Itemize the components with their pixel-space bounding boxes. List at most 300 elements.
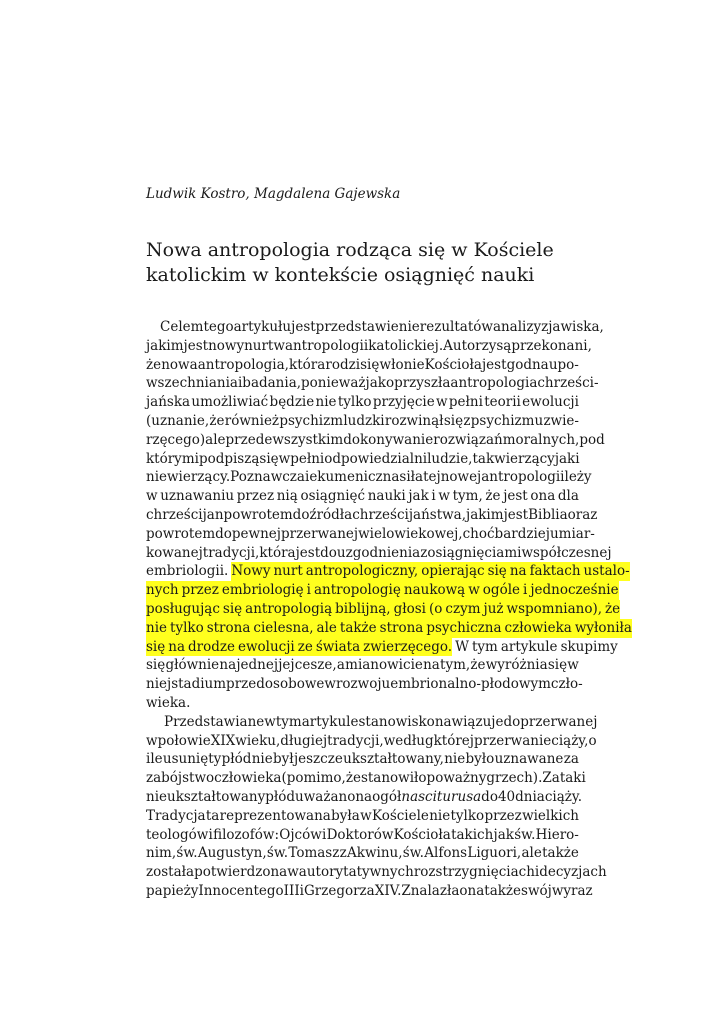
body-word: dla (557, 488, 579, 505)
body-word: św. (402, 845, 424, 862)
body-word: (pomimo, (281, 770, 346, 787)
body-word: i (208, 826, 213, 843)
body-word: głównie (165, 657, 220, 674)
body-word: Liguori, (467, 845, 522, 862)
body-word: jednej (236, 657, 279, 674)
body-word: tej (423, 469, 441, 486)
body-word: Znalazła (401, 882, 460, 899)
body-word: uważano (295, 788, 356, 805)
highlighted-word: tylko (170, 619, 207, 638)
body-word: zabójstwo (146, 770, 215, 787)
body-word: powrotem (223, 506, 293, 523)
body-word: taki (559, 770, 586, 787)
body-word: ludzki (343, 412, 385, 429)
highlighted-word: że (605, 600, 621, 617)
body-word: Celem (160, 319, 204, 335)
body-word: ile (146, 751, 163, 768)
body-word: przedstawienie (315, 319, 420, 335)
body-word: chrześcijaństwa, (352, 506, 467, 523)
body-word: badania, (242, 375, 302, 392)
body-line (146, 788, 583, 807)
body-word: ale (205, 431, 226, 448)
body-word: psychizm (279, 412, 344, 429)
article-body (146, 318, 632, 901)
body-word: Grzegorza (304, 882, 375, 899)
body-word: że (345, 770, 361, 787)
body-word: jakim (466, 506, 504, 523)
body-word: się (259, 450, 279, 467)
body-word: w (360, 807, 372, 824)
body-word: że (485, 488, 501, 505)
body-word: kowanej (146, 544, 203, 561)
body-word: się (146, 657, 166, 674)
highlighted-word: zwierzęcego. (363, 638, 453, 655)
body-word: ewolucji (522, 394, 579, 411)
body-word: jest (503, 506, 529, 523)
body-word: grzech). (486, 770, 543, 787)
body-line (146, 525, 595, 544)
body-word: chrześci- (537, 375, 599, 392)
body-word: i (299, 882, 304, 899)
highlighted-word: się (223, 600, 245, 619)
highlighted-word: w (468, 581, 483, 600)
body-word: jest (503, 488, 528, 505)
body-word: Tomasz (288, 845, 340, 862)
highlighted-word: i (307, 581, 314, 600)
body-word: rodzi (325, 356, 361, 373)
body-word: ludzie, (427, 450, 473, 467)
body-word: ciąży, (551, 732, 589, 749)
body-word: był (273, 751, 294, 768)
body-word: rozwiązań (433, 431, 503, 448)
highlighted-word: embriologię (222, 581, 307, 600)
body-word: w (287, 864, 299, 881)
highlighted-word: naukową (404, 581, 468, 600)
body-line (146, 863, 607, 882)
body-word: Hiero- (535, 826, 579, 843)
body-word: stanowisko (358, 713, 435, 730)
highlighted-word: świata (316, 638, 363, 657)
body-line (146, 337, 592, 356)
highlighted-word: strona (207, 619, 254, 638)
body-line (146, 844, 579, 863)
body-word: zwie- (543, 412, 579, 429)
body-word: jak (408, 488, 429, 505)
body-word: potwierdzona (194, 864, 288, 881)
body-word: przedosobowe (226, 676, 325, 693)
highlighted-word: antropologią (245, 600, 335, 619)
body-word: reprezentowana (219, 807, 331, 824)
body-word: artykule (500, 638, 558, 655)
body-word: za (563, 751, 579, 768)
body-word: łonie (391, 356, 425, 373)
body-word: była (331, 807, 360, 824)
body-word: przyjęcie (372, 394, 435, 411)
body-word: i (322, 826, 327, 843)
body-word: są (496, 337, 512, 354)
body-word: Kościoła (393, 826, 451, 843)
body-word: przede (225, 431, 273, 448)
body-word: cesze, (294, 657, 337, 674)
body-word: mianowicie (345, 657, 423, 674)
body-word: nauki (367, 488, 406, 505)
body-word: i (575, 450, 580, 467)
body-word: ale (521, 845, 542, 862)
body-word: jest (481, 356, 507, 373)
body-word: embriologii. (146, 563, 229, 580)
highlighted-word: biblijną, (335, 600, 393, 619)
body-word: w (146, 488, 158, 505)
highlighted-word: antropologię (314, 581, 404, 600)
body-word: stanowiło (360, 770, 427, 787)
body-word: embrionalno-płodowym (390, 676, 551, 693)
body-line (146, 393, 579, 412)
body-line (146, 713, 598, 732)
body-line (146, 374, 599, 393)
body-word: bardziej (494, 525, 550, 542)
body-line (146, 562, 630, 581)
body-word: antropologia, (197, 356, 289, 373)
body-word: Kościoła (424, 356, 482, 373)
body-word: rozstrzygnięciach (413, 864, 535, 881)
body-line (146, 826, 579, 845)
highlighted-word: cielesna, (253, 619, 316, 638)
body-word: się (360, 356, 380, 373)
body-word: nowy (208, 337, 245, 354)
highlighted-word: wyłoniła (574, 619, 632, 636)
article-authors: Ludwik Kostro, Magdalena Gajewska (146, 186, 401, 202)
body-word: teorii (484, 394, 521, 411)
highlighted-word: czym (445, 600, 483, 619)
body-word: wyraz (551, 882, 593, 899)
body-word: z (463, 412, 471, 429)
body-word: z (420, 544, 428, 561)
body-word: tym, (452, 488, 483, 505)
body-word: pewnej (231, 525, 281, 542)
body-word: człowieka (214, 770, 282, 787)
body-word: jak (493, 826, 514, 843)
body-line (146, 318, 604, 337)
body-word: ukształtowany, (343, 751, 444, 768)
body-word: św. (514, 826, 536, 843)
body-line (146, 356, 579, 375)
body-word: uznawaniu (160, 488, 235, 505)
body-word: płód (221, 751, 252, 768)
body-word: ogół (372, 788, 402, 805)
body-word: pod (579, 431, 605, 448)
body-word: umiar- (549, 525, 595, 542)
highlighted-word: ze (298, 638, 316, 657)
body-word: W (455, 638, 469, 655)
body-line (146, 656, 579, 675)
body-line (146, 412, 579, 431)
body-line (146, 882, 593, 901)
body-word: antropologii (284, 337, 369, 354)
highlighted-word: już (484, 600, 507, 619)
body-word: nie (251, 751, 273, 768)
body-word: długiej (280, 732, 328, 749)
body-line (146, 581, 619, 600)
body-word: uzgodnienia (336, 544, 421, 561)
body-word: tak (472, 450, 495, 467)
body-word: artykule (301, 713, 359, 730)
body-word: antropologia (450, 375, 538, 392)
body-word: niej (146, 676, 172, 693)
body-word: w (278, 450, 291, 467)
body-word: teologów (146, 826, 209, 843)
body-word: wszechniania (146, 375, 238, 392)
body-word: źródła (309, 506, 353, 523)
body-line (146, 544, 612, 563)
body-word: tylko (450, 807, 485, 824)
body-word: czło- (550, 676, 583, 693)
highlighted-word: strona (380, 619, 427, 638)
body-word: autorytatywnych (298, 864, 414, 881)
body-word: tylko (337, 394, 372, 411)
highlighted-word: także (340, 619, 380, 638)
body-word: wszystkim (272, 431, 344, 448)
body-word: nawiązuje (434, 713, 504, 730)
body-line (146, 769, 586, 788)
body-line (146, 675, 583, 694)
body-word: rezultatów (419, 319, 493, 335)
highlighted-word: faktach (530, 562, 584, 581)
highlighted-word: ewolucji (238, 638, 298, 657)
body-word: jańska (146, 394, 191, 411)
body-word: dokonywanie (343, 431, 434, 448)
highlighted-word: psychiczna (426, 619, 504, 638)
highlighted-word: przez (182, 581, 222, 600)
body-word: również (224, 412, 280, 429)
highlighted-word: na (510, 562, 530, 581)
body-word: antropologii (481, 469, 565, 486)
highlighted-word: opierając (421, 562, 487, 581)
body-word: do (320, 544, 337, 561)
body-word: św. (176, 845, 198, 862)
body-word: XIV. (374, 882, 402, 899)
body-word: filozofów: (213, 826, 280, 843)
body-word: Tradycja (146, 807, 206, 824)
highlighted-word: na (168, 638, 188, 657)
body-word: skupimy (560, 638, 618, 655)
highlighted-word: nych (146, 581, 182, 600)
body-word: psychizmu (470, 412, 544, 429)
body-word: którymi (146, 450, 199, 467)
body-word: Kościele (371, 807, 429, 824)
body-word: na (423, 657, 440, 674)
body-word: będzie (269, 394, 315, 411)
body-word: katolickiej. (368, 337, 444, 354)
body-word: odpowiedzialni (324, 450, 428, 467)
highlighted-word: ogóle (483, 581, 523, 600)
body-word: i (534, 864, 540, 881)
body-word: tym (471, 638, 498, 655)
body-word: zjawiska, (541, 319, 604, 335)
body-word: rozwinął (384, 412, 444, 429)
body-word: nie (429, 807, 451, 824)
highlighted-word: ale (317, 619, 340, 638)
body-word: się (443, 412, 464, 429)
body-word: wieka. (146, 694, 191, 711)
body-word: w (567, 657, 579, 674)
body-word: wierzący (494, 450, 555, 467)
body-word: która (259, 544, 296, 561)
body-word: św. (266, 845, 289, 862)
body-word: pełni (290, 450, 325, 467)
body-word: tym (275, 713, 302, 730)
body-word: według (383, 732, 434, 749)
body-word: tym, (440, 657, 471, 674)
body-word: do (215, 525, 232, 542)
body-line (146, 732, 597, 751)
body-word: na (219, 657, 237, 674)
body-word: Doktorów (326, 826, 394, 843)
body-word: Autorzy (443, 337, 497, 354)
body-word: przez (484, 807, 522, 824)
body-word: podpiszą (198, 450, 260, 467)
body-word: jej (278, 657, 295, 674)
body-word: Przedstawiane (164, 713, 265, 730)
body-word: że (209, 412, 225, 429)
body-word: umożliwiać (191, 394, 269, 411)
body-word: upo- (548, 356, 579, 373)
body-line (146, 694, 579, 713)
body-word: dnia (515, 788, 545, 805)
body-word: ona (530, 488, 556, 505)
body-word: rozwoju (335, 676, 391, 693)
body-word: (uznanie, (146, 412, 210, 429)
highlighted-word: posługując (146, 600, 223, 619)
highlighted-word: jednocześnie (530, 582, 619, 599)
body-word: leży (564, 469, 592, 486)
body-word: Innocentego (198, 882, 284, 899)
body-word: wieku, (235, 732, 281, 749)
body-word: przerwanej (280, 525, 359, 542)
body-word: ciąży. (544, 788, 583, 805)
body-word: wielowiekowej, (358, 525, 463, 542)
body-line (146, 506, 598, 525)
body-word: i (237, 375, 243, 392)
body-word: Ojców (279, 826, 322, 843)
body-word: nowa (161, 356, 198, 373)
body-word: jest (295, 544, 321, 561)
body-word: z (339, 845, 347, 862)
highlighted-word: głosi (394, 600, 429, 619)
body-word: połowie (157, 732, 211, 749)
body-word: w (264, 713, 276, 730)
body-word: nią (276, 488, 298, 505)
body-word: było (465, 751, 495, 768)
body-word: ona (459, 882, 485, 899)
body-line (146, 638, 618, 657)
highlighted-word: wspomniano), (507, 600, 606, 619)
body-word: w (436, 394, 448, 411)
body-word: jak (554, 450, 576, 467)
highlighted-word: antropologiczny, (306, 562, 421, 581)
highlighted-word: Nowy (231, 562, 273, 581)
body-word: moralnych, (502, 431, 580, 448)
body-word: stadium (171, 676, 227, 693)
body-word: tradycji, (202, 544, 260, 561)
body-word: niewierzący. (146, 469, 231, 486)
body-word: jakim (146, 337, 184, 354)
body-word: ponieważ (301, 375, 366, 392)
body-word: rzęcego) (146, 431, 206, 448)
body-word: papieży (146, 882, 199, 899)
highlighted-word: i (523, 581, 530, 600)
body-line (146, 468, 592, 487)
body-word: także (484, 882, 522, 899)
body-word: że (470, 657, 486, 674)
body-word: poważny (426, 770, 487, 787)
body-word: tego (203, 319, 234, 335)
body-word: nie (444, 751, 466, 768)
body-word: nie (315, 394, 337, 411)
body-word: współczesnej (521, 544, 612, 561)
body-word: takich (451, 826, 494, 843)
body-word: pełni (448, 394, 483, 411)
body-word: Augustyn, (197, 845, 267, 862)
body-word: nieukształtowany (146, 788, 266, 805)
body-word: uznawane (494, 751, 564, 768)
body-word: chrześcijan (146, 506, 224, 523)
body-word: osiągnięć (300, 488, 366, 505)
body-word: jako (365, 375, 395, 392)
highlighted-word: nurt (273, 562, 305, 581)
body-word: XIX (210, 732, 236, 749)
body-word: której (433, 732, 474, 749)
body-word: III (283, 882, 300, 899)
body-word: do (292, 506, 310, 523)
body-word: a (336, 657, 345, 674)
body-word: przez (236, 488, 275, 505)
highlighted-word: (o (429, 600, 445, 619)
body-line (146, 487, 579, 506)
body-word: oraz (567, 506, 598, 523)
body-word: przerwanej (520, 713, 598, 730)
body-word: decyzjach (539, 864, 607, 881)
body-word: osiągnięciami (427, 544, 522, 561)
body-word: Poznawcza (230, 469, 305, 486)
body-word: także (542, 845, 579, 862)
body-word: siła (399, 469, 424, 486)
body-line (146, 619, 632, 638)
body-line (146, 807, 579, 826)
body-word: Alfons (424, 845, 468, 862)
body-word: o (588, 732, 597, 749)
body-word: płód (265, 788, 296, 805)
highlighted-word: się (488, 562, 510, 581)
body-word: nim, (146, 845, 177, 862)
body-word: przyszła (394, 375, 451, 392)
body-line (146, 450, 579, 469)
body-word: artykułu (233, 319, 292, 335)
body-word: jest (183, 337, 209, 354)
highlighted-word: nie (146, 619, 170, 638)
body-word: na (355, 788, 373, 805)
body-word: nurt (244, 337, 274, 354)
body-word: do (503, 713, 521, 730)
body-word: godna (506, 356, 549, 373)
body-word: jeszcze (293, 751, 343, 768)
highlighted-word: ustalo- (583, 563, 630, 580)
body-line (146, 431, 605, 450)
body-word: swój (521, 882, 552, 899)
body-word: która (289, 356, 326, 373)
body-word: i (431, 488, 436, 505)
body-word: się (547, 657, 568, 674)
body-word: powrotem (146, 525, 216, 542)
